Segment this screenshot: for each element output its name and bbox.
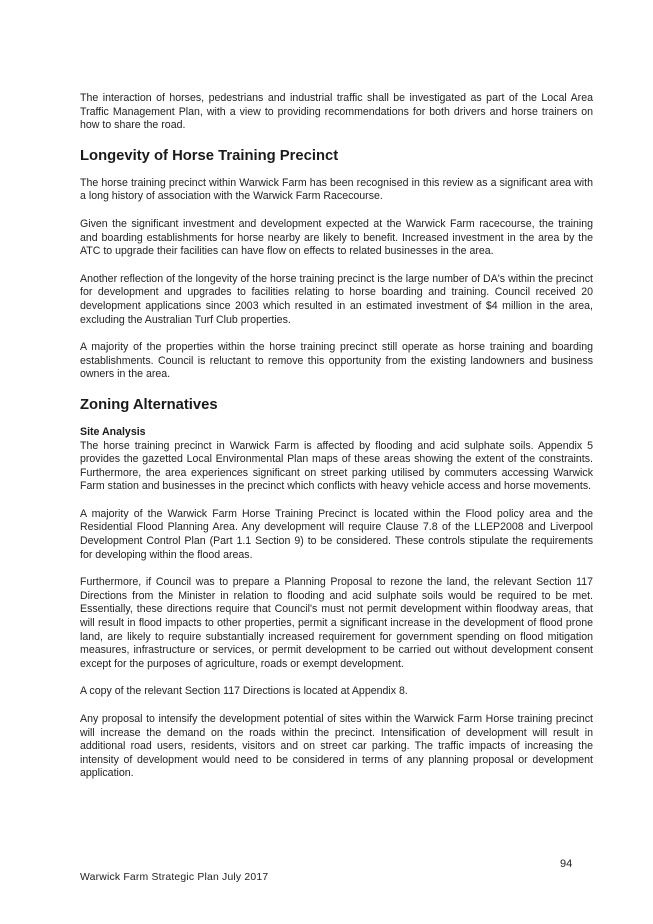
zoning-paragraph-5: Any proposal to intensify the development potential of sites within the Warwick Farm Horse training precinct will increase the demand on the roads within the precinct. Intensification of development will result in additional road users, residents, visitors and on street car parking. The traffic impacts of increasing the intensity of development would need to be considered in terms of any planning proposal or development application. xyxy=(80,713,593,780)
longevity-paragraph-3: Another reflection of the longevity of the horse training precinct is the large number of DA's within the precinct for development and upgrades to facilities relating to horse boarding and training. Council received 20 development applications since 2003 which resulted in an estimated investment of $4 million in the area, excluding the Australian Turf Club properties. xyxy=(80,272,593,326)
document-body xyxy=(80,92,593,795)
subheading-site-analysis: Site Analysis xyxy=(80,425,146,438)
zoning-paragraph-1: The horse training precinct in Warwick Farm is affected by flooding and acid sulphate soils. Appendix 5 provides the gazetted Local Environmental Plan maps of these areas showing the extent of the constraints. Furthermore, the area experiences significant on street parking utilised by commuters accessing Warwick Farm station and businesses in the precinct which conflicts with heavy vehicle access and horse movements. xyxy=(80,439,593,493)
footer-document-title: Warwick Farm Strategic Plan July 2017 xyxy=(80,872,269,883)
longevity-paragraph-4: A majority of the properties within the horse training precinct still operate as horse training and boarding establishments. Council is reluctant to remove this opportunity from the existing landowners and business owners in the area. xyxy=(80,341,593,381)
longevity-paragraph-1: The horse training precinct within Warwick Farm has been recognised in this review as a significant area with a long history of association with the Warwick Farm Racecourse. xyxy=(80,176,593,203)
zoning-paragraph-2: A majority of the Warwick Farm Horse Training Precinct is located within the Flood policy area and the Residential Flood Planning Area. Any development will require Clause 7.8 of the LLEP2008 and Liverpool Development Control Plan (Part 1.1 Section 9) to be considered. These controls stipulate the requirements for developing within the flood areas. xyxy=(80,507,593,561)
section-heading-zoning: Zoning Alternatives xyxy=(80,396,218,413)
zoning-paragraph-3: Furthermore, if Council was to prepare a Planning Proposal to rezone the land, the relevant Section 117 Directions from the Minister in relation to flooding and acid sulphate soils would be required to be met. Essentially, these directions require that Council's must not permit development within floodway areas, that will result in flood impacts to other properties, permit a significant increase in the development of flood prone land, are likely to require substantially increased requirement for government spending on flood mitigation measures, infrastructure or services, or permit development to be carried out without development consent except for the purposes of agriculture, roads or exempt development. xyxy=(80,576,593,670)
longevity-paragraph-2: Given the significant investment and development expected at the Warwick Farm racecourse, the training and boarding establishments for horse nearby are likely to benefit. Increased investment in the area by the ATC to upgrade their facilities can have flow on effects to related businesses in the area. xyxy=(80,217,593,258)
intro-paragraph: The interaction of horses, pedestrians and industrial traffic shall be investigated as part of the Local Area Traffic Management Plan, with a view to providing recommendations for both drivers and horse trainers on how to share the road. xyxy=(80,92,593,132)
zoning-paragraph-4: A copy of the relevant Section 117 Directions is located at Appendix 8. xyxy=(80,685,408,698)
section-heading-longevity: Longevity of Horse Training Precinct xyxy=(80,147,339,164)
page-number: 94 xyxy=(560,858,573,870)
